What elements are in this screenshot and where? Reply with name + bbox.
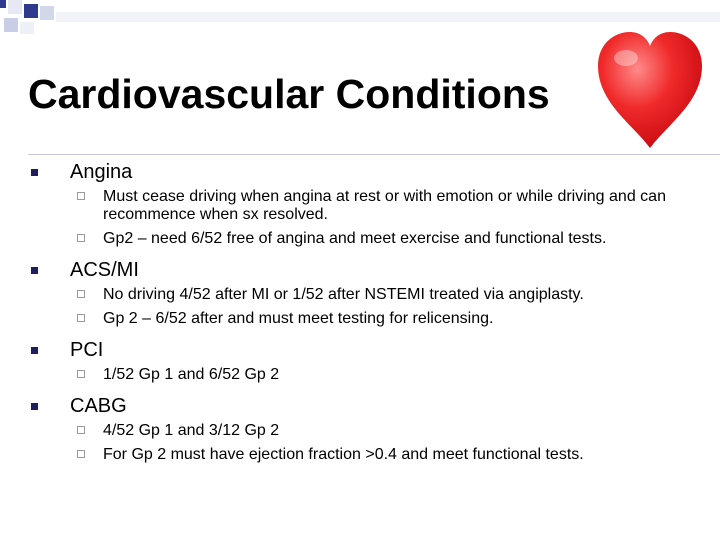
sub-list (70, 422, 708, 464)
square-bullet-icon (31, 347, 38, 354)
sub-list (70, 286, 708, 328)
list-item: Gp 2 – 6/52 after and must meet testing for relicensing. (103, 310, 708, 328)
title-divider (28, 154, 720, 155)
slide-title: Cardiovascular Conditions (28, 71, 550, 117)
hollow-square-bullet-icon (77, 370, 85, 378)
section-heading: PCI (70, 339, 104, 361)
sub-list (70, 366, 708, 384)
section-acs-mi (28, 258, 708, 328)
sub-list (70, 188, 708, 248)
heart-icon (592, 24, 708, 152)
list-item: No driving 4/52 after MI or 1/52 after NSTEMI treated via angiplasty. (103, 286, 708, 304)
section-heading: Angina (70, 161, 133, 183)
bullet-list (28, 158, 708, 470)
list-item: 1/52 Gp 1 and 6/52 Gp 2 (103, 366, 708, 384)
hollow-square-bullet-icon (77, 290, 85, 298)
section-heading: ACS/MI (70, 259, 139, 281)
hollow-square-bullet-icon (77, 450, 85, 458)
list-item: Gp2 – need 6/52 free of angina and meet exercise and functional tests. (103, 230, 708, 248)
hollow-square-bullet-icon (77, 426, 85, 434)
list-item: 4/52 Gp 1 and 3/12 Gp 2 (103, 422, 708, 440)
list-item: Must cease driving when angina at rest or with emotion or while driving and can recommence when sx resolved. (103, 188, 708, 224)
hollow-square-bullet-icon (77, 192, 85, 200)
section-cabg (28, 394, 708, 464)
square-bullet-icon (31, 403, 38, 410)
square-bullet-icon (31, 267, 38, 274)
section-heading: CABG (70, 395, 127, 417)
hollow-square-bullet-icon (77, 314, 85, 322)
list-item: For Gp 2 must have ejection fraction >0.4 and meet functional tests. (103, 446, 708, 464)
hollow-square-bullet-icon (77, 234, 85, 242)
section-pci (28, 338, 708, 384)
square-bullet-icon (31, 169, 38, 176)
section-angina (28, 160, 708, 248)
